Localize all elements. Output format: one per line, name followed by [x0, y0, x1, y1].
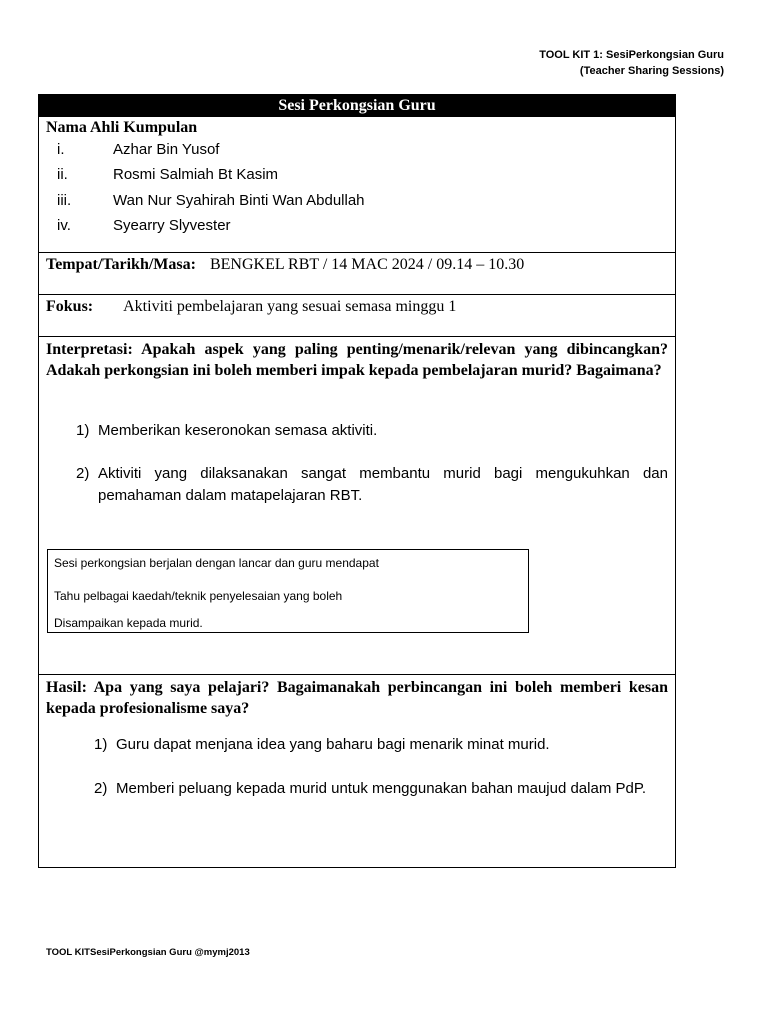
venue-date-time-section [39, 252, 675, 294]
reflection-note-box [47, 549, 529, 633]
sharing-session-form [38, 94, 676, 868]
note-line: Sesi perkongsian berjalan dengan lancar dan guru mendapat [54, 556, 379, 570]
footer-note: TOOL KITSesiPerkongsian Guru @mymj2013 [46, 947, 250, 958]
members-section [39, 116, 675, 252]
focus-row [46, 298, 456, 316]
note-line: Tahu pelbagai kaedah/teknik penyelesaian yang boleh [54, 589, 343, 603]
interpretation-question: Interpretasi: Apakah aspek yang paling penting/menarik/relevan yang dibincangkan? Adakah perkongsian ini boleh memberi impak kepada pembelajaran murid? Bagaimana? [46, 341, 668, 379]
point-number: 2) [94, 780, 108, 797]
member-name: Wan Nur Syahirah Binti Wan Abdullah [113, 192, 365, 209]
focus-value: Aktiviti pembelajaran yang sesuai semasa minggu 1 [123, 298, 457, 315]
member-item [57, 192, 365, 209]
point-number: 2) [76, 465, 90, 482]
outcome-point [94, 734, 668, 756]
note-line: Disampaikan kepada murid. [54, 616, 203, 630]
venue-date-time-label: Tempat/Tarikh/Masa: [46, 256, 196, 273]
member-number: ii. [57, 166, 68, 183]
venue-date-time-row [46, 256, 524, 274]
focus-section [39, 294, 675, 336]
interpretation-point [76, 420, 668, 442]
member-item [57, 217, 231, 234]
focus-label: Fokus: [46, 298, 94, 315]
interpretation-point [76, 463, 668, 507]
member-number: i. [57, 141, 65, 158]
member-name: Azhar Bin Yusof [113, 141, 220, 158]
member-number: iv. [57, 217, 71, 234]
point-text: Memberikan keseronokan semasa aktiviti. [98, 422, 378, 439]
point-number: 1) [94, 736, 108, 753]
member-item [57, 166, 278, 183]
venue-date-time-value: BENGKEL RBT / 14 MAC 2024 / 09.14 – 10.30 [209, 256, 525, 273]
header-line-1: TOOL KIT 1: SesiPerkongsian Guru [539, 49, 724, 61]
member-name: Rosmi Salmiah Bt Kasim [113, 166, 279, 183]
point-number: 1) [76, 422, 90, 439]
outcome-section [39, 674, 675, 868]
member-number: iii. [57, 192, 72, 209]
outcome-point [94, 778, 668, 800]
interpretation-section [39, 336, 675, 674]
point-text: Guru dapat menjana idea yang baharu bagi menarik minat murid. [116, 736, 550, 753]
outcome-question: Hasil: Apa yang saya pelajari? Bagaimanakah perbincangan ini boleh memberi kesan kepada profesionalisme saya? [46, 679, 668, 717]
point-text: Aktiviti yang dilaksanakan sangat membantu murid bagi mengukuhkan dan pemahaman dalam matapelajaran RBT. [98, 465, 668, 504]
members-label: Nama Ahli Kumpulan [46, 119, 198, 136]
point-text: Memberi peluang kepada murid untuk menggunakan bahan maujud dalam PdP. [116, 780, 647, 797]
header-line-2: (Teacher Sharing Sessions) [579, 65, 724, 77]
header-note [539, 47, 724, 79]
member-item [57, 141, 219, 158]
form-title: Sesi Perkongsian Guru [39, 95, 675, 116]
member-name: Syearry Slyvester [113, 217, 231, 234]
